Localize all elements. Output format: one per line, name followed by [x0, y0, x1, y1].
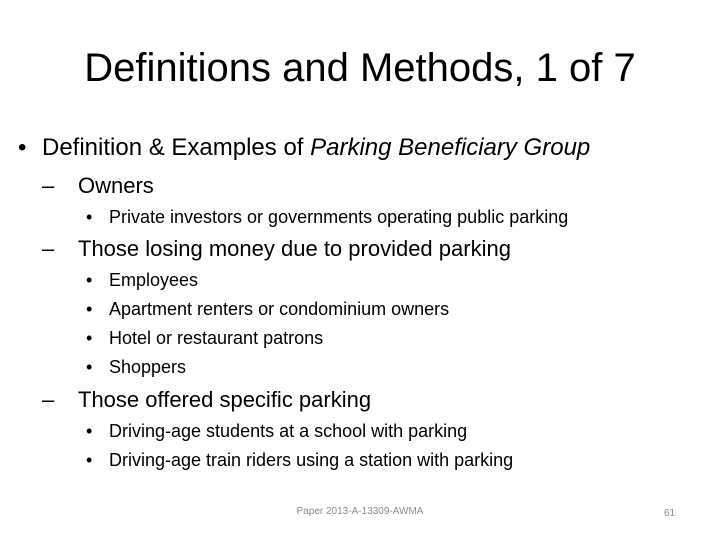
list-item-text: Driving-age students at a school with parking	[109, 421, 468, 441]
list-item-text: Private investors or governments operating public parking	[109, 207, 569, 227]
dash-marker: –	[42, 173, 55, 198]
dash-marker: –	[42, 387, 55, 412]
list-item	[86, 269, 198, 291]
group-label: Those losing money due to provided parking	[78, 236, 511, 261]
list-item-text: Employees	[109, 270, 199, 290]
bullet-dot: •	[86, 450, 93, 470]
dash-marker: –	[42, 236, 55, 261]
bullet-dot: •	[86, 357, 93, 377]
group-label: Owners	[78, 173, 154, 198]
list-item	[86, 327, 323, 349]
bullet-dot: •	[86, 207, 93, 227]
list-item	[86, 298, 449, 320]
bullet-dot: •	[86, 421, 93, 441]
bullet-dot: •	[86, 328, 93, 348]
slide-title: Definitions and Methods, 1 of 7	[84, 46, 636, 90]
group-owners	[42, 172, 154, 200]
list-item	[86, 449, 513, 471]
main-bullet	[18, 133, 590, 163]
footer-text: Paper 2013-A-13309-AWMA	[296, 506, 424, 517]
list-item-text: Hotel or restaurant patrons	[109, 328, 324, 348]
group-specific-parking	[42, 386, 371, 414]
main-bullet-emphasis: Parking Beneficiary Group	[310, 134, 591, 161]
bullet-dot: •	[86, 299, 93, 319]
group-label: Those offered specific parking	[78, 387, 372, 412]
group-losing-money	[42, 235, 511, 263]
bullet-dot: •	[86, 270, 93, 290]
list-item	[86, 356, 186, 378]
bullet-dot: •	[18, 134, 27, 161]
list-item-text: Apartment renters or condominium owners	[109, 299, 450, 319]
page-number: 61	[664, 508, 676, 519]
list-item-text: Driving-age train riders using a station with parking	[109, 450, 514, 470]
main-bullet-prefix: Definition & Examples of	[42, 134, 311, 161]
list-item	[86, 420, 467, 442]
list-item-text: Shoppers	[109, 357, 187, 377]
list-item	[86, 206, 568, 228]
